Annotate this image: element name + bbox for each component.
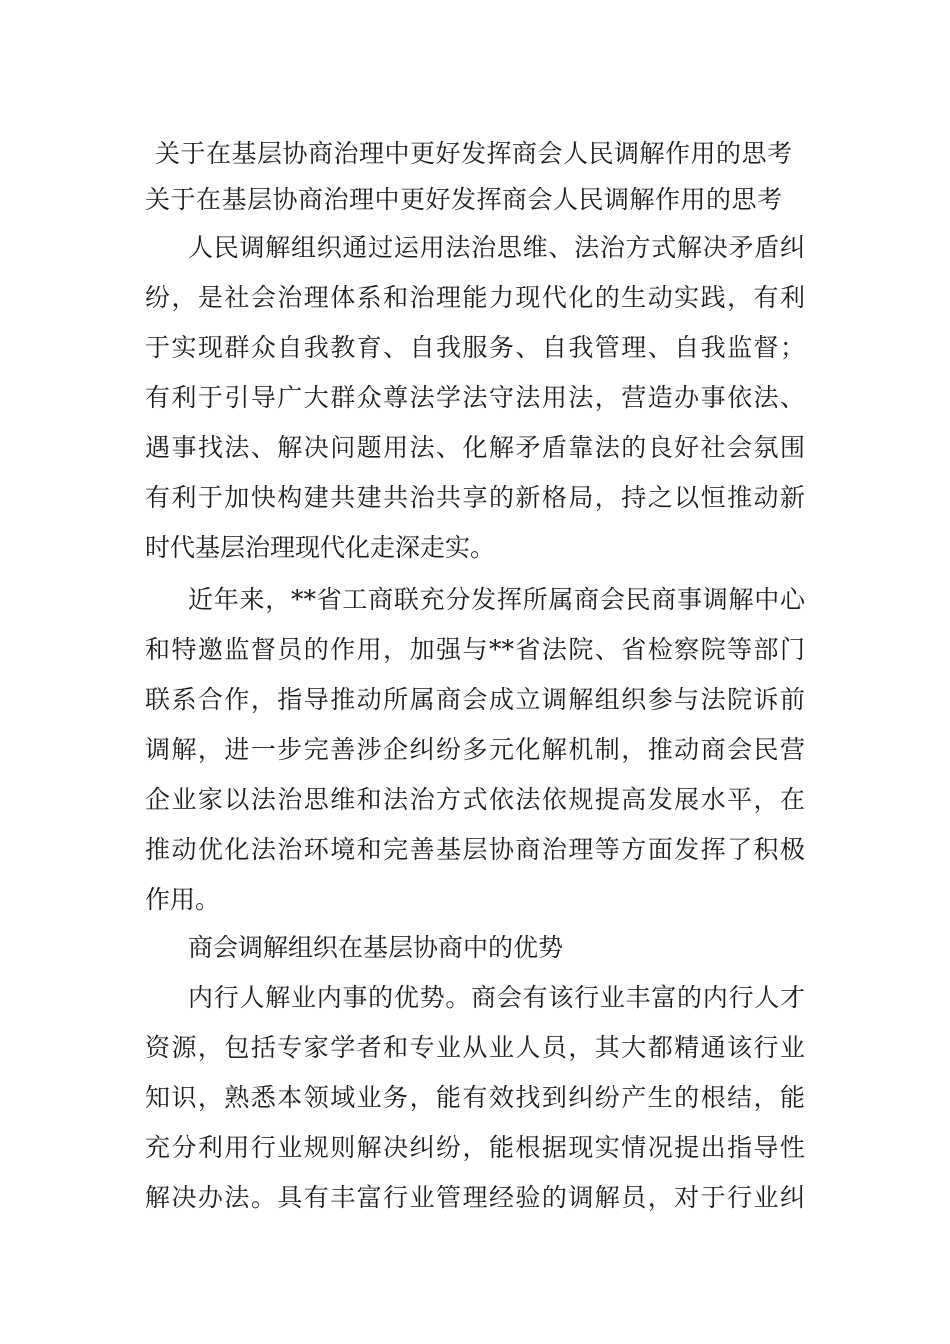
paragraph-2-line: 联系合作，指导推动所属商会成立调解组织参与法院诉前: [145, 685, 805, 714]
paragraph-1-line: 有利于加快构建共建共治共享的新格局，持之以恒推动新: [145, 483, 805, 512]
paragraph-3-line: 充分利用行业规则解决纠纷，能根据现实情况提出指导性: [145, 1133, 805, 1162]
paragraph-1-line: 纷，是社会治理体系和治理能力现代化的生动实践，有利: [145, 283, 805, 312]
paragraph-2-line: 作用。: [145, 885, 221, 914]
paragraph-1-line: 人民调解组织通过运用法治思维、法治方式解决矛盾纠: [188, 233, 805, 262]
paragraph-3-line: 内行人解业内事的优势。商会有该行业丰富的内行人才: [188, 983, 805, 1012]
paragraph-2-line: 调解，进一步完善涉企纠纷多元化解机制，推动商会民营: [145, 735, 805, 764]
paragraph-1-line: 于实现群众自我教育、自我服务、自我管理、自我监督；: [145, 333, 805, 362]
paragraph-2-line: 企业家以法治思维和法治方式依法依规提高发展水平，在: [145, 785, 805, 814]
paragraph-2-line: 近年来，**省工商联充分发挥所属商会民商事调解中心: [188, 585, 805, 614]
paragraph-1-line: 有利于引导广大群众尊法学法守法用法，营造办事依法、: [145, 383, 805, 412]
paragraph-2-line: 推动优化法治环境和完善基层协商治理等方面发挥了积极: [145, 835, 805, 864]
paragraph-3-line: 解决办法。具有丰富行业管理经验的调解员，对于行业纠: [145, 1183, 805, 1212]
paragraph-2-line: 和特邀监督员的作用，加强与**省法院、省检察院等部门: [145, 635, 805, 664]
paragraph-3-line: 知识，熟悉本领域业务，能有效找到纠纷产生的根结，能: [145, 1083, 805, 1112]
section-heading: 商会调解组织在基层协商中的优势: [188, 933, 564, 962]
paragraph-3-line: 资源，包括专家学者和专业从业人员，其大都精通该行业: [145, 1033, 805, 1062]
paragraph-1-line: 时代基层治理现代化走深走实。: [145, 533, 496, 562]
document-title: 关于在基层协商治理中更好发挥商会人民调解作用的思考: [155, 139, 793, 168]
paragraph-1-line: 遇事找法、解决问题用法、化解矛盾靠法的良好社会氛围: [145, 433, 805, 462]
document-title-repeat: 关于在基层协商治理中更好发挥商会人民调解作用的思考: [145, 185, 783, 214]
